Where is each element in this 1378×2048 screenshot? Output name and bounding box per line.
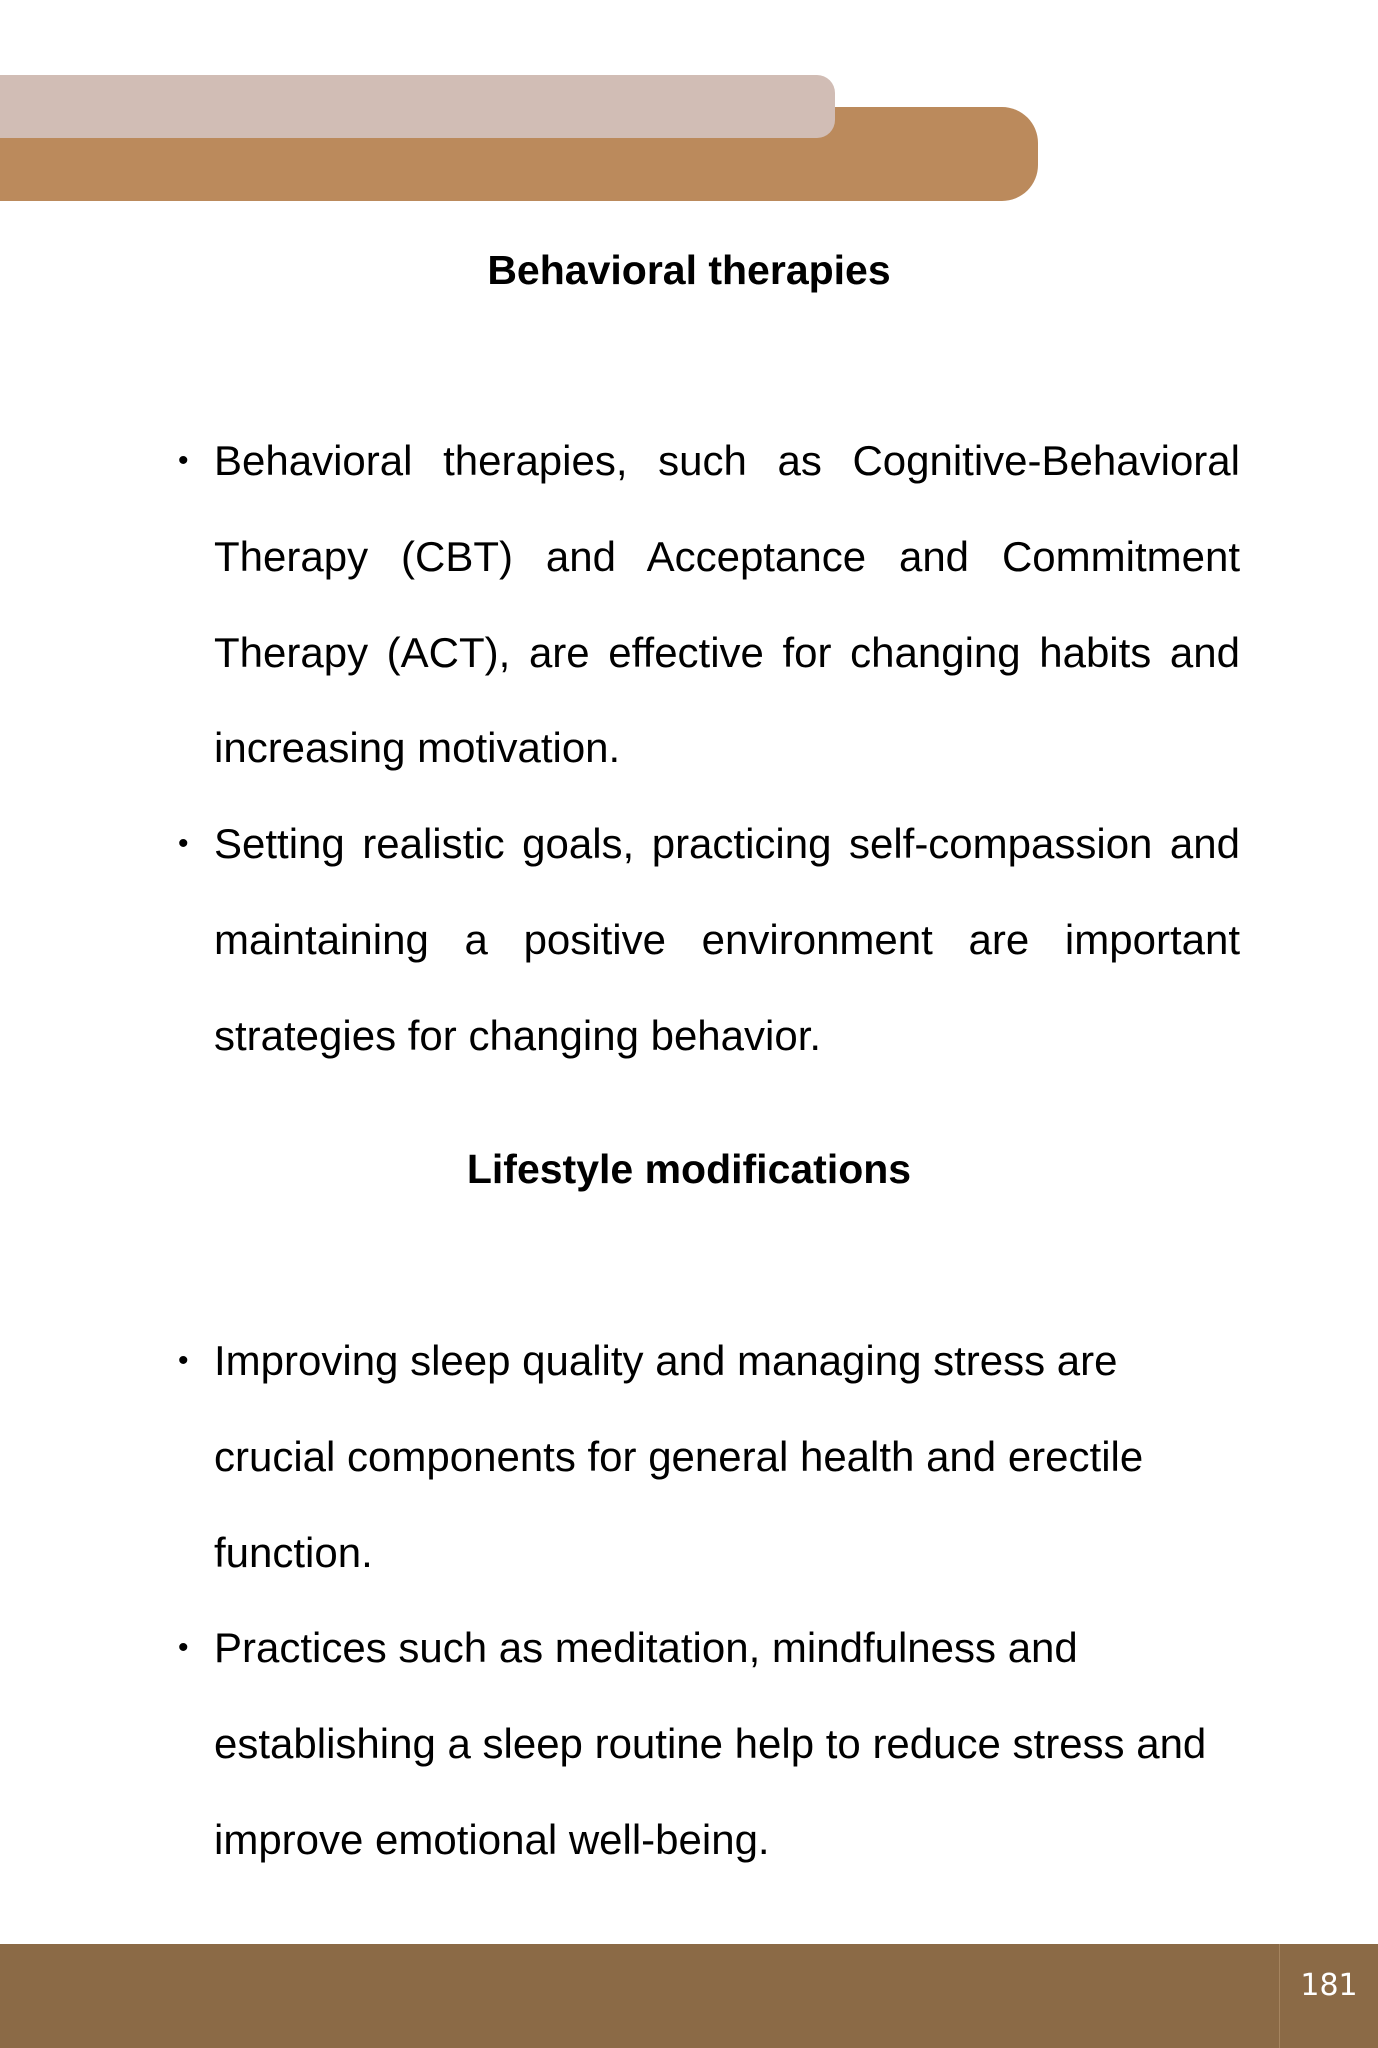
bullet-icon: • — [178, 444, 189, 477]
list-item — [178, 1600, 1240, 1887]
bullet-icon: • — [178, 1631, 189, 1665]
list-item-text: Behavioral therapies, such as Cognitive-Behavioral Therapy (CBT) and Acceptance and Commitment Therapy (ACT), are effective for changing habits and increasing motivation. — [214, 437, 1240, 772]
bullet-icon: • — [178, 1344, 189, 1377]
section-heading-behavioral-therapies: Behavioral therapies — [487, 247, 891, 293]
list-item-text: Setting realistic goals, practicing self-compassion and maintaining a positive environment are important strategies for changing behavior. — [214, 820, 1240, 1059]
behavioral-therapies-list — [178, 413, 1240, 1084]
page-footer — [0, 1944, 1378, 2048]
header-decorative-bar-light — [0, 75, 835, 138]
list-item — [178, 1313, 1240, 1600]
list-item — [178, 796, 1240, 1083]
section-heading-lifestyle-modifications: Lifestyle modifications — [466, 1146, 912, 1192]
bullet-icon: • — [178, 827, 189, 861]
list-item-text: Improving sleep quality and managing stress are crucial components for general health and erectile function. — [214, 1337, 1144, 1576]
list-item-text: Practices such as meditation, mindfulness and establishing a sleep routine help to reduce stress and improve emotional well-being. — [214, 1624, 1207, 1863]
lifestyle-modifications-list — [178, 1313, 1240, 1888]
page-number: 181 — [1300, 1968, 1358, 2003]
list-item — [178, 413, 1240, 796]
